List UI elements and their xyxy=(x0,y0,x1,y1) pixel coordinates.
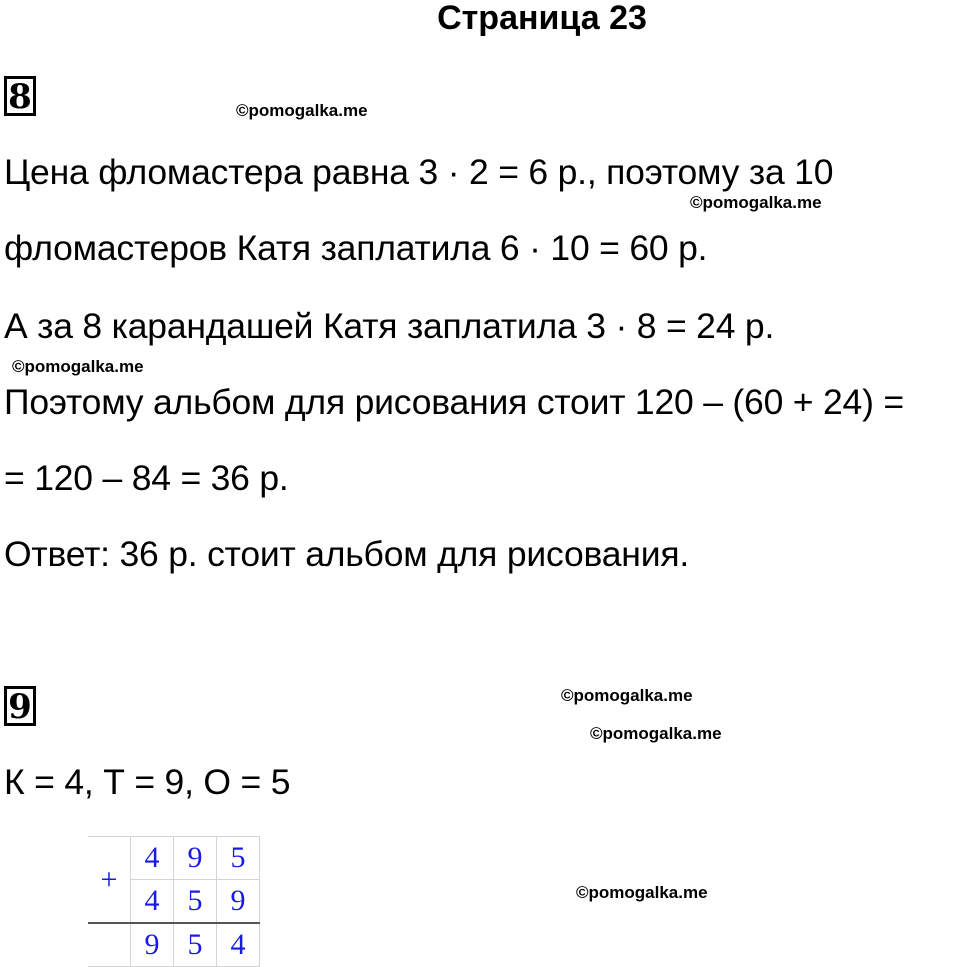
task-number-9: 9 xyxy=(4,686,36,726)
watermark: ©pomogalka.me xyxy=(590,724,722,743)
watermark: ©pomogalka.me xyxy=(690,193,822,212)
watermark: ©pomogalka.me xyxy=(561,686,693,705)
watermark: ©pomogalka.me xyxy=(576,883,708,902)
digit-cell: 5 xyxy=(174,923,217,967)
digit-cell: 5 xyxy=(174,880,217,924)
watermark: ©pomogalka.me xyxy=(12,357,144,376)
digit-cell: 4 xyxy=(217,923,260,967)
task8-line-5: = 120 – 84 = 36 р. xyxy=(4,458,289,498)
task8-line-2: фломастеров Катя заплатила 6 · 10 = 60 р. xyxy=(4,228,708,268)
addition-result-row xyxy=(88,923,260,967)
task8-line-1: Цена фломастера равна 3 · 2 = 6 р., поэтому за 10 xyxy=(4,152,834,192)
watermark: ©pomogalka.me xyxy=(236,101,368,120)
addition-row-1 xyxy=(88,837,260,880)
digit-cell: 9 xyxy=(217,880,260,924)
task9-values: К = 4, Т = 9, О = 5 xyxy=(4,762,291,802)
digit-cell: 5 xyxy=(217,837,260,880)
task8-answer: Ответ: 36 р. стоит альбом для рисования. xyxy=(4,534,690,574)
digit-cell: 9 xyxy=(131,923,174,967)
task-number-8: 8 xyxy=(4,76,36,116)
plus-sign: + xyxy=(88,837,131,924)
digit-cell: 4 xyxy=(131,880,174,924)
column-addition xyxy=(88,836,260,967)
task8-line-3: А за 8 карандашей Катя заплатила 3 · 8 = 24 р. xyxy=(4,306,775,346)
digit-cell: 4 xyxy=(131,837,174,880)
task8-line-4: Поэтому альбом для рисования стоит 120 – (60 + 24) = xyxy=(4,382,904,422)
page-title: Страница 23 xyxy=(437,0,647,37)
empty-cell xyxy=(88,923,131,967)
digit-cell: 9 xyxy=(174,837,217,880)
